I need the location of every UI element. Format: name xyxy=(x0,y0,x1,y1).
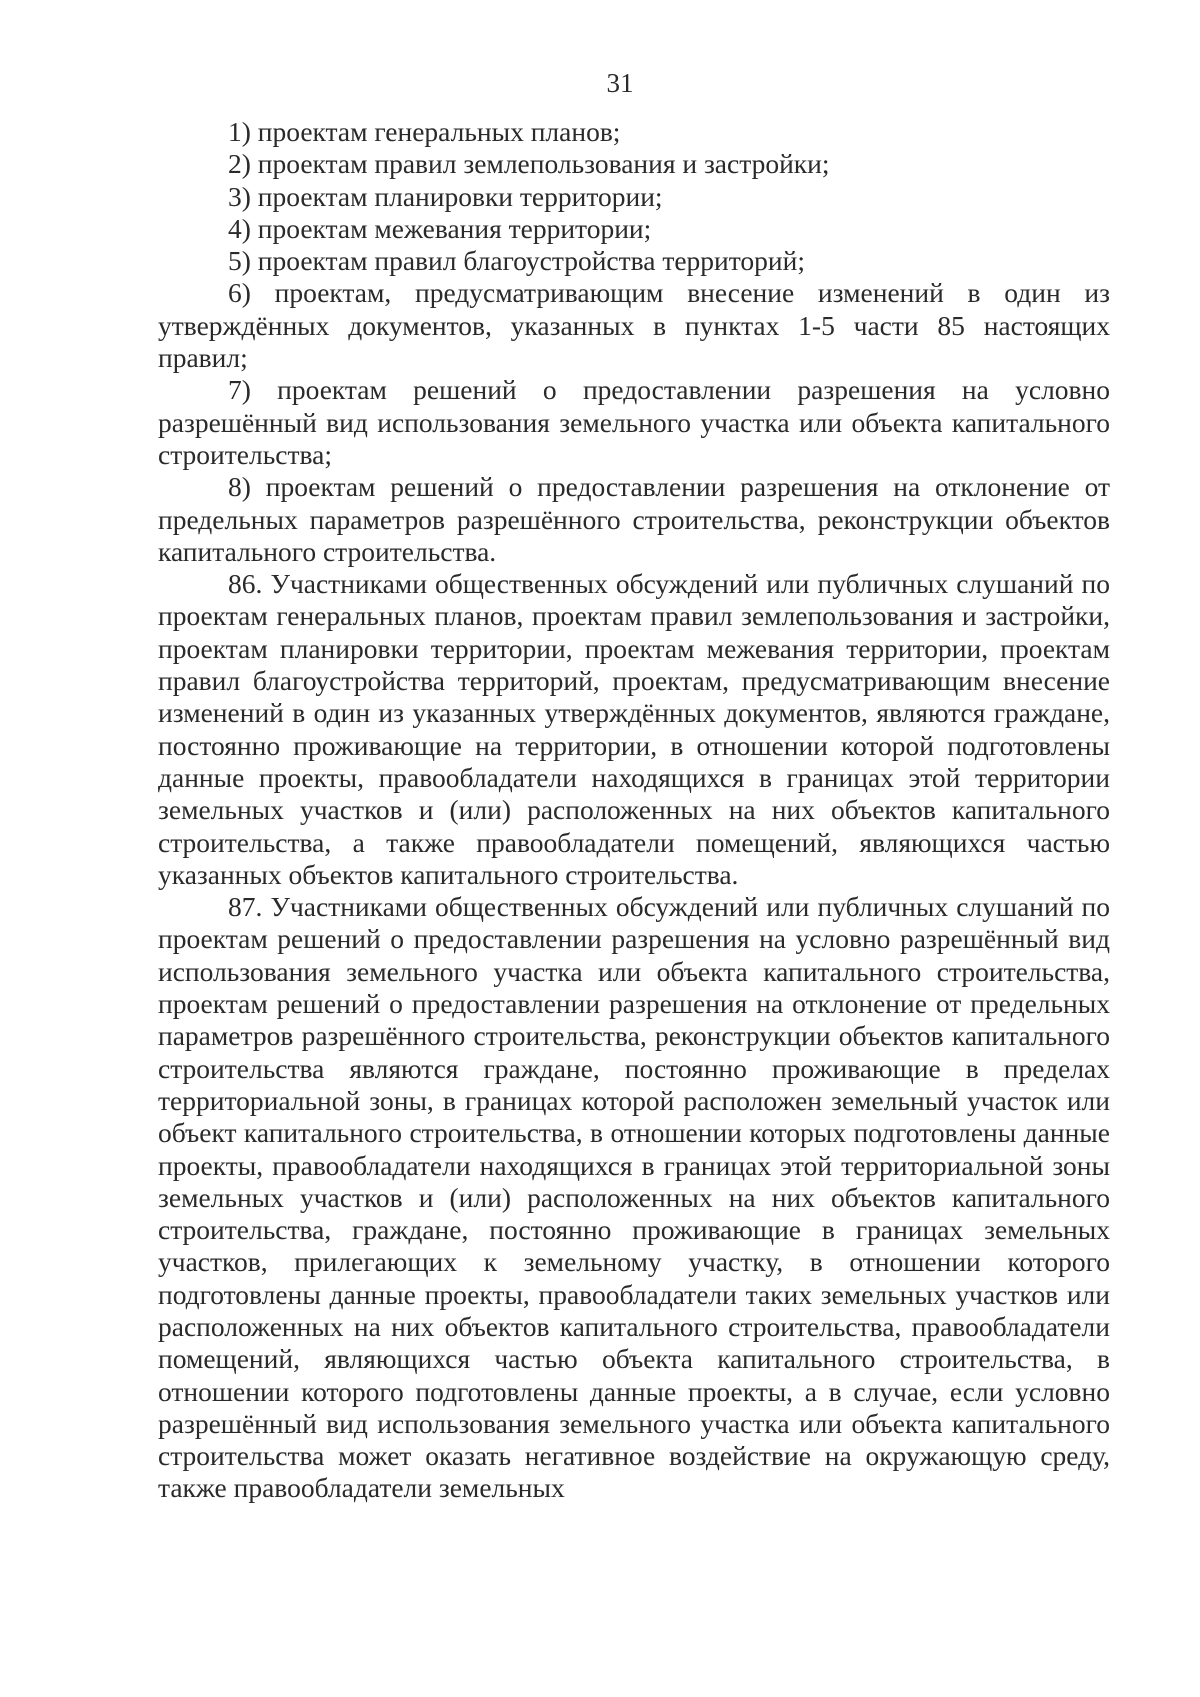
list-item: 1) проектам генеральных планов; xyxy=(228,116,621,147)
list-item: 7) проектам решений о предоставлении разрешения на условно разрешённый вид использования земельного участка или объекта капитального строительства; xyxy=(158,374,1110,470)
list-item: 2) проектам правил землепользования и застройки; xyxy=(228,148,830,180)
list-item: 6) проектам, предусматривающим внесение изменений в один из утверждённых документов, указанных в пунктах 1-5 части 85 настоящих правил; xyxy=(158,277,1110,374)
list-item: 4) проектам межевания территории; xyxy=(228,212,652,244)
document-body xyxy=(158,116,1110,1505)
list-item: 8) проектам решений о предоставлении разрешения на отклонение от предельных параметров разрешённого строительства, реконструкции объектов капитального строительства. xyxy=(158,471,1110,567)
list-item: 5) проектам правил благоустройства территорий; xyxy=(228,245,806,277)
clause-87: 87. Участниками общественных обсуждений или публичных слушаний по проектам решений о предоставлении разрешения на условно разрешённый вид использования земельного участка или объекта капитального строительства, проектам решений о предоставлении разрешения на отклонение от предельных параметров разрешённого строительства, реконструкции объектов капитального строительства являются граждане, постоянно проживающие в пределах территориальной зоны, в границах которой расположен земельный участок или объект капитального строительства, в отношении которых подготовлены данные проекты, правообладатели находящихся в границах этой территориальной зоны земельных участков и (или) расположенных на них объектов капитального строительства, граждане, постоянно проживающие в границах земельных участков, прилегающих к земельному участку, в отношении которого подготовлены данные проекты, правообладатели таких земельных участков или расположенных на них объектов капитального строительства, правообладатели помещений, являющихся частью объекта капитального строительства, в отношении которого подготовлены данные проекты, а в случае, если условно разрешённый вид использования земельного участка или объекта капитального строительства может оказать негативное воздействие на окружающую среду, также правообладатели земельных xyxy=(158,891,1110,1504)
page-number: 31 xyxy=(606,68,634,98)
clause-86: 86. Участниками общественных обсуждений или публичных слушаний по проектам генеральных планов, проектам правил землепользования и застройки, проектам планировки территории, проектам межевания территории, проектам правил благоустройства территорий, проектам, предусматривающим внесение изменений в один из указанных утверждённых документов, являются граждане, постоянно проживающие на территории, в отношении которой подготовлены данные проекты, правообладатели находящихся в границах этой территории земельных участков и (или) расположенных на них объектов капитального строительства, а также правообладатели помещений, являющихся частью указанных объектов капитального строительства. xyxy=(158,568,1110,890)
list-item: 3) проектам планировки территории; xyxy=(228,180,663,212)
